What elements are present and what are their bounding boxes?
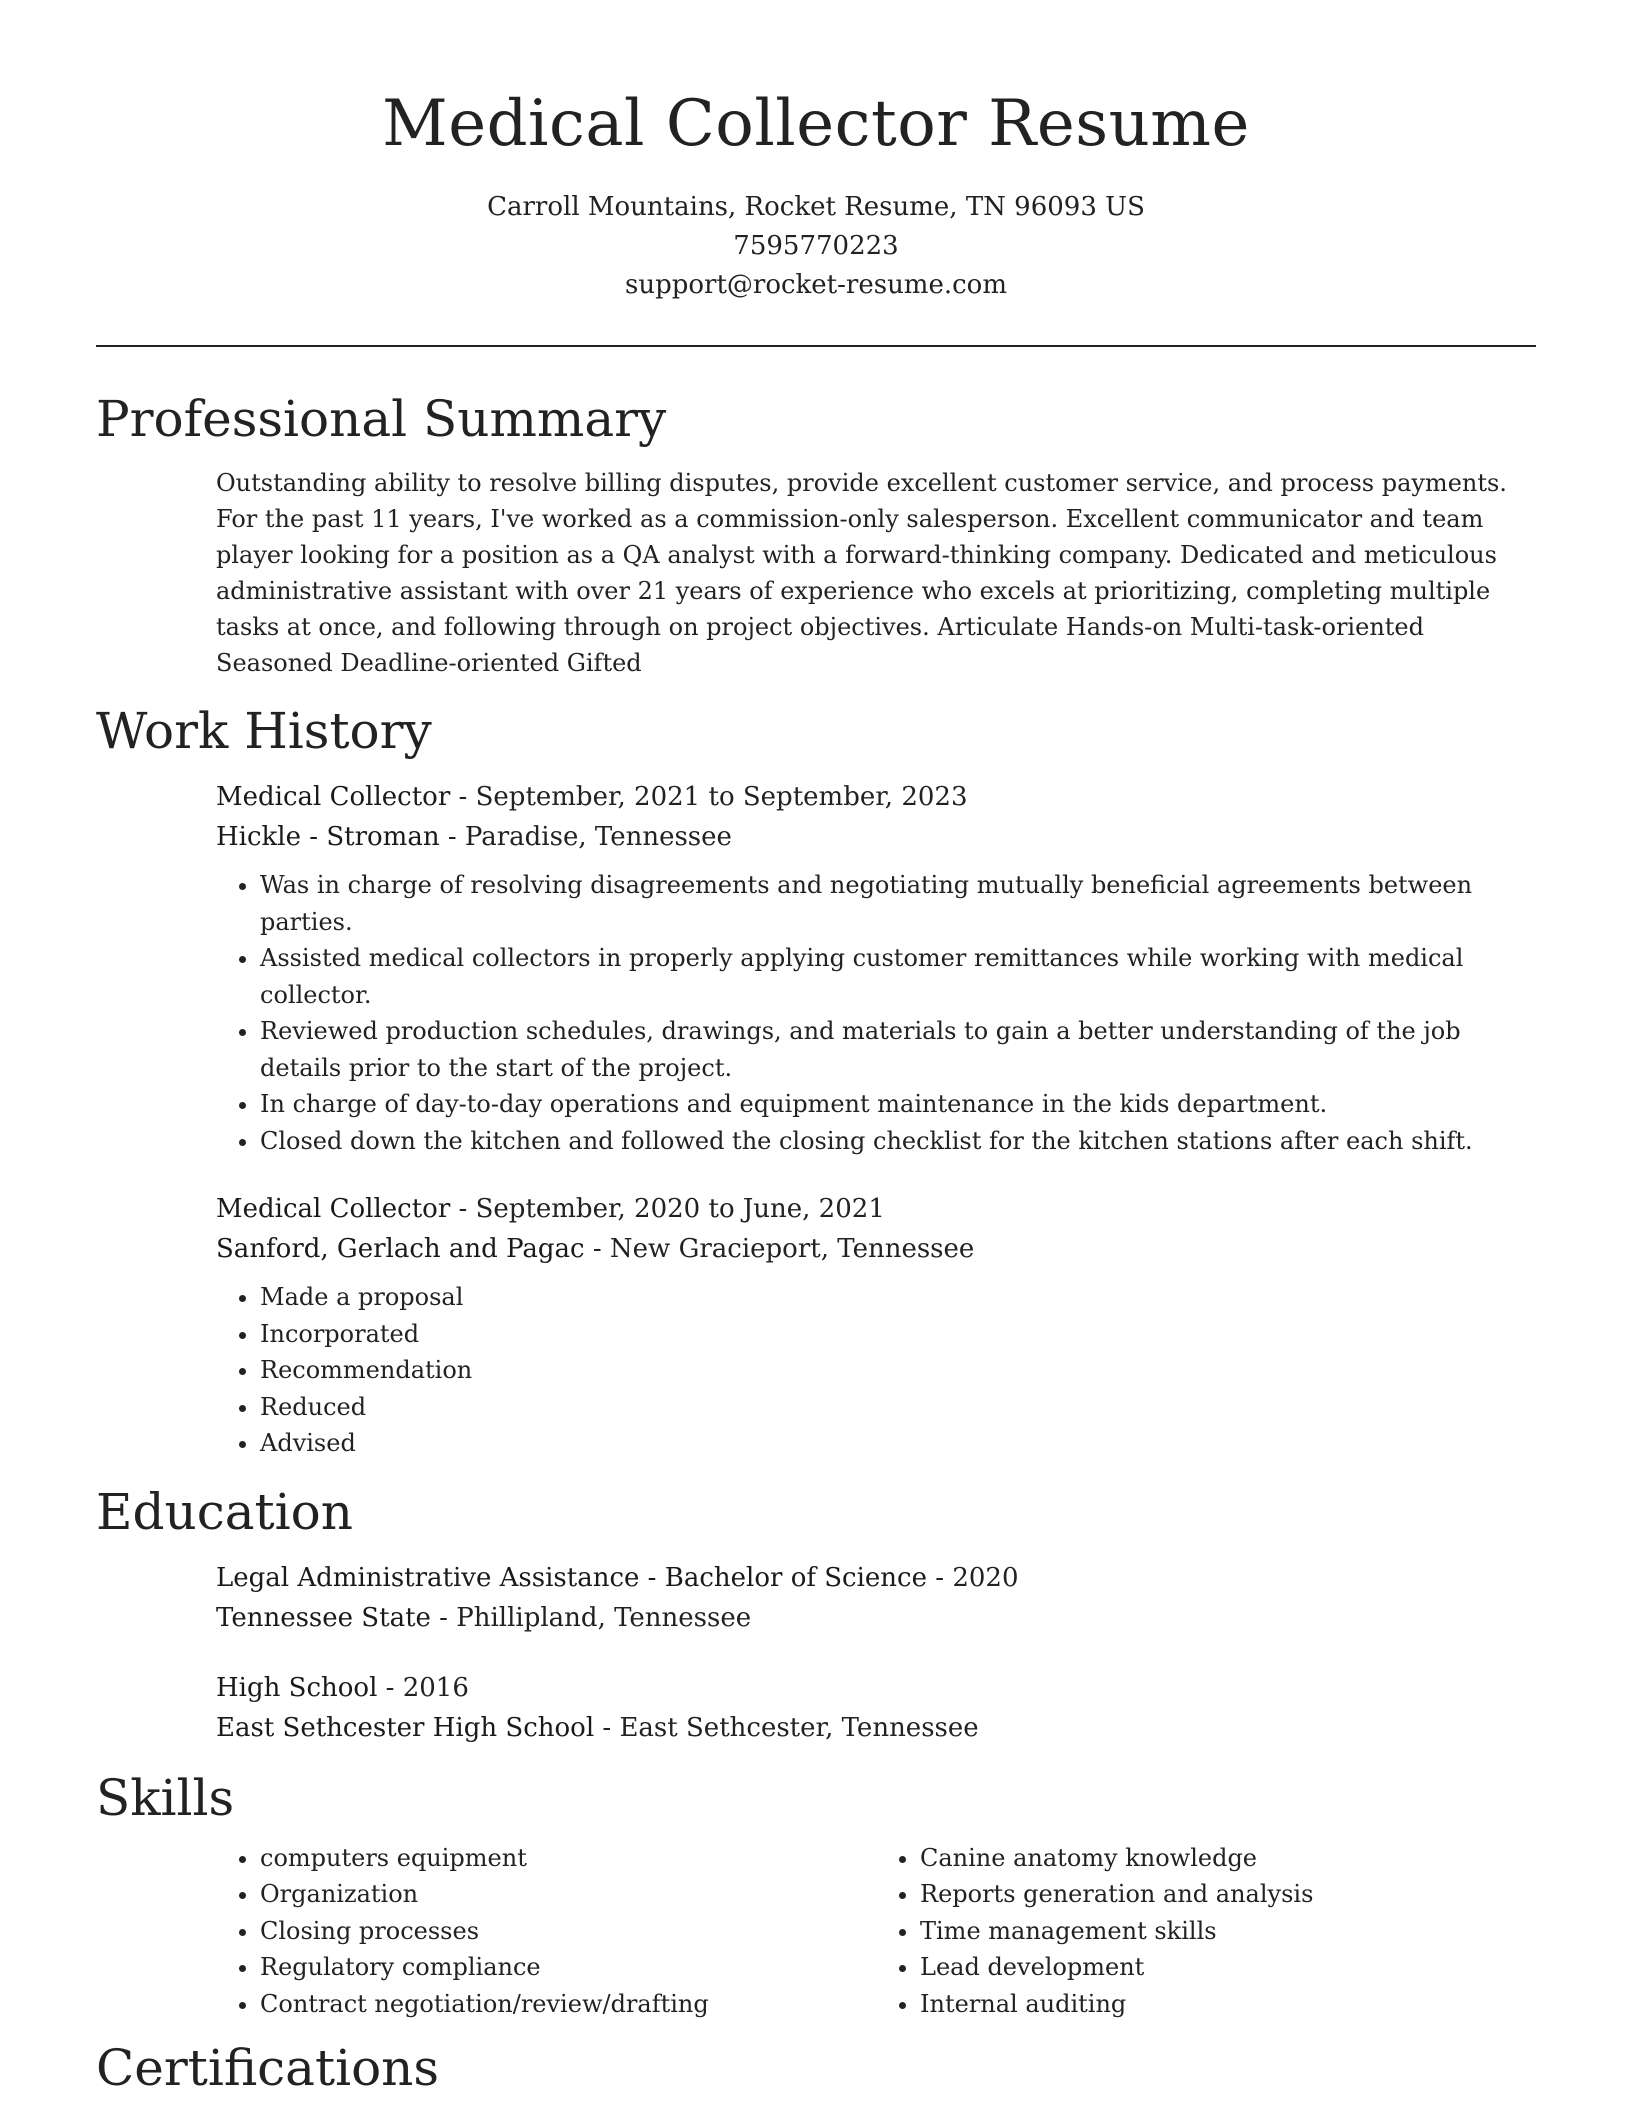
contact-email: support@rocket-resume.com bbox=[624, 270, 1007, 300]
skills-section bbox=[96, 1766, 1536, 2023]
education-year: - 2016 bbox=[377, 1672, 469, 1703]
job-company: Hickle - Stroman bbox=[216, 822, 440, 852]
job-title: Medical Collector bbox=[216, 1194, 451, 1224]
contact-address: Carroll Mountains, Rocket Resume, TN 96093 US bbox=[487, 192, 1145, 222]
list-item: • Assisted medical collectors in properly applying customer remittances while working with medical collector. bbox=[260, 940, 1536, 1013]
list-item: • Closing processes bbox=[260, 1913, 876, 1950]
summary-text: Outstanding ability to resolve billing disputes, provide excellent customer service, and process payments. For the past 11 years, I've worked as a commission-only salesperson. Excellent communicator and team player looking for a position as a QA analyst with a forward-thinking company. Dedicated and meticulous administrative assistant with over 21 years of experience who excels at prioritizing, completing multiple tasks at once, and following through on project objectives. Articulate Hands-on Multi-task-oriented Seasoned Deadline-oriented Gifted bbox=[216, 469, 1507, 677]
list-item: • Internal auditing bbox=[920, 1986, 1536, 2023]
education-location: - Phillipland, Tennessee bbox=[430, 1602, 752, 1633]
job-title-line bbox=[216, 777, 1536, 817]
resume-header bbox=[96, 0, 1536, 305]
skills-heading: Skills bbox=[96, 1768, 235, 1827]
job-entry bbox=[216, 777, 1536, 1159]
list-item: • Made a proposal bbox=[260, 1279, 1536, 1316]
certifications-heading: Certifications bbox=[96, 2039, 440, 2097]
contact-phone: 7595770223 bbox=[733, 231, 899, 261]
list-item: • Lead development bbox=[920, 1949, 1536, 1986]
skills-list-right bbox=[876, 1840, 1536, 2023]
list-item: • Incorporated bbox=[260, 1316, 1536, 1353]
list-item: • Closed down the kitchen and followed the closing checklist for the kitchen stations after each shift. bbox=[260, 1123, 1536, 1160]
list-item: • Advised bbox=[260, 1425, 1536, 1462]
education-school-line bbox=[216, 1708, 1536, 1748]
summary-heading: Professional Summary bbox=[96, 390, 667, 448]
education-section bbox=[96, 1480, 1536, 1748]
education-school: East Sethcester High School bbox=[216, 1712, 595, 1743]
list-item: • Organization bbox=[260, 1876, 876, 1913]
job-entry bbox=[216, 1189, 1536, 1462]
education-entry bbox=[216, 1558, 1536, 1638]
education-degree: High School bbox=[216, 1672, 378, 1703]
list-item: • Contract negotiation/review/drafting bbox=[260, 1986, 876, 2023]
work-history-section bbox=[96, 699, 1536, 1462]
job-title: Medical Collector bbox=[216, 782, 451, 812]
summary-section bbox=[96, 387, 1536, 681]
list-item: • Reduced bbox=[260, 1389, 1536, 1426]
job-company-line bbox=[216, 1229, 1536, 1269]
certifications-section bbox=[96, 2036, 1536, 2100]
list-item: • Was in charge of resolving disagreements and negotiating mutually beneficial agreements between parties. bbox=[260, 867, 1536, 940]
job-dates: - September, 2021 to September, 2023 bbox=[450, 782, 968, 812]
job-bullets bbox=[216, 867, 1536, 1159]
job-company: Sanford, Gerlach and Pagac bbox=[216, 1234, 585, 1264]
list-item: • Canine anatomy knowledge bbox=[920, 1840, 1536, 1877]
skills-list-left bbox=[216, 1840, 876, 2023]
resume-title: Medical Collector Resume bbox=[382, 87, 1250, 161]
job-title-line bbox=[216, 1189, 1536, 1229]
education-heading: Education bbox=[96, 1482, 353, 1541]
header-divider bbox=[96, 345, 1536, 347]
list-item: • Time management skills bbox=[920, 1913, 1536, 1950]
job-company-line bbox=[216, 817, 1536, 857]
work-history-heading: Work History bbox=[96, 702, 432, 760]
education-degree-line bbox=[216, 1558, 1536, 1598]
list-item: • Reports generation and analysis bbox=[920, 1876, 1536, 1913]
list-item: • Regulatory compliance bbox=[260, 1949, 876, 1986]
education-year: - 2020 bbox=[927, 1562, 1019, 1593]
job-location: - New Gracieport, Tennessee bbox=[584, 1234, 975, 1264]
job-bullets bbox=[216, 1279, 1536, 1462]
skills-grid bbox=[216, 1840, 1536, 2023]
education-degree-line bbox=[216, 1668, 1536, 1708]
education-degree: Legal Administrative Assistance - Bachelor of Science bbox=[216, 1562, 928, 1593]
list-item: • Recommendation bbox=[260, 1352, 1536, 1389]
list-item: • computers equipment bbox=[260, 1840, 876, 1877]
contact-block bbox=[96, 188, 1536, 305]
list-item: • In charge of day-to-day operations and equipment maintenance in the kids department. bbox=[260, 1086, 1536, 1123]
education-school: Tennessee State bbox=[216, 1602, 431, 1633]
job-dates: - September, 2020 to June, 2021 bbox=[450, 1194, 885, 1224]
education-school-line bbox=[216, 1598, 1536, 1638]
education-location: - East Sethcester, Tennessee bbox=[594, 1712, 979, 1743]
list-item: • Reviewed production schedules, drawings, and materials to gain a better understanding of the job details prior to the start of the project. bbox=[260, 1013, 1536, 1086]
job-location: - Paradise, Tennessee bbox=[439, 822, 732, 852]
education-entry bbox=[216, 1668, 1536, 1748]
